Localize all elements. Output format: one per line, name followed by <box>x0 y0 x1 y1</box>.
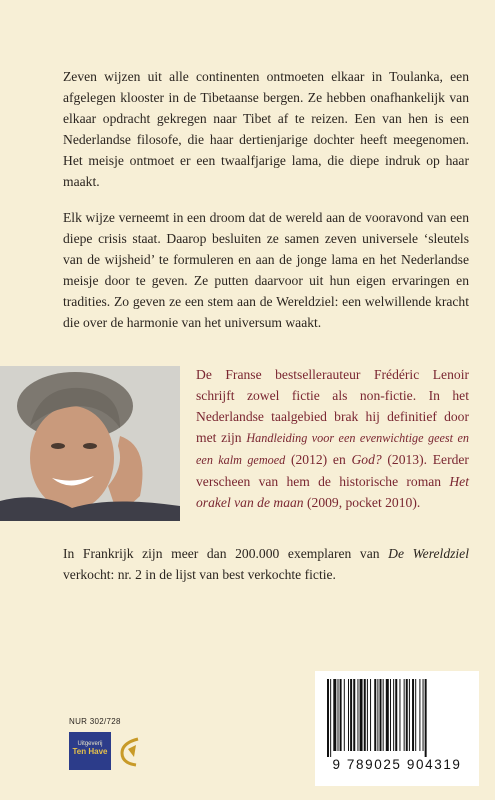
blurb-paragraph-2: Elk wijze verneemt in een droom dat de wereld aan de vooravond van een diepe crisis staat. Daarop besluiten ze samen zeven universele ‘sleutels van de wijsheid’ te formuleren en aan de jonge lama en het Nederlandse meisje door te geven. Ze putten daarvoor uit hun eigen ervaringen en tradities. Zo geven ze een stem aan de Wereldziel: een welwillende kracht die over de harmonie van het universum waakt. <box>63 210 469 330</box>
book-title-orakel: Het orakel van de maan <box>196 474 469 510</box>
nur-code: NUR 302/728 <box>69 717 121 726</box>
author-bio <box>196 364 469 513</box>
publisher-logo <box>69 732 111 770</box>
publisher-line-2: Ten Have <box>72 747 108 756</box>
barcode-bars-icon <box>325 679 469 759</box>
author-bio-text-4: (2009, pocket 2010). <box>303 495 421 510</box>
book-title-god: God? <box>351 452 382 467</box>
isbn-number: 9 789025 904319 <box>332 757 462 772</box>
author-bio-text-2: (2012) en <box>285 452 352 467</box>
imprint-logo-icon <box>116 735 146 769</box>
author-bio-text-1: De Franse bestsellerauteur Frédéric Lenoir schrijft zowel fictie als non-fictie. In het Nederlandse taalgebied brak hij definitief door met zijn <box>196 367 469 445</box>
sales-text-1: In Frankrijk zijn meer dan 200.000 exemplaren van <box>63 546 389 561</box>
barcode <box>315 671 479 786</box>
author-bio-text-3: (2013). Eerder verscheen van hem de historische roman <box>196 452 469 489</box>
publisher-line-1: Uitgeverij <box>77 741 103 747</box>
book-title-wereldziel: De Wereldziel <box>388 546 469 561</box>
blurb-paragraph-1: Zeven wijzen uit alle continenten ontmoeten elkaar in Toulanka, een afgelegen klooster in de Tibetaanse bergen. Ze hebben onafhankelijk van elkaar opdracht gekregen naar Tibet af te reizen. Een van hen is een Nederlandse filosofe, die haar dertienjarige dochter heeft meegenomen. Het meisje ontmoet er een twaalfjarige lama, die diepe indruk op haar maakt. <box>63 69 469 189</box>
sales-paragraph <box>63 543 469 585</box>
book-title-handleiding: Handleiding voor een evenwichtige geest en een kalm gemoed <box>196 431 469 467</box>
author-photo <box>0 366 180 521</box>
sales-text-2: verkocht: nr. 2 in de lijst van best verkochte fictie. <box>63 567 336 582</box>
